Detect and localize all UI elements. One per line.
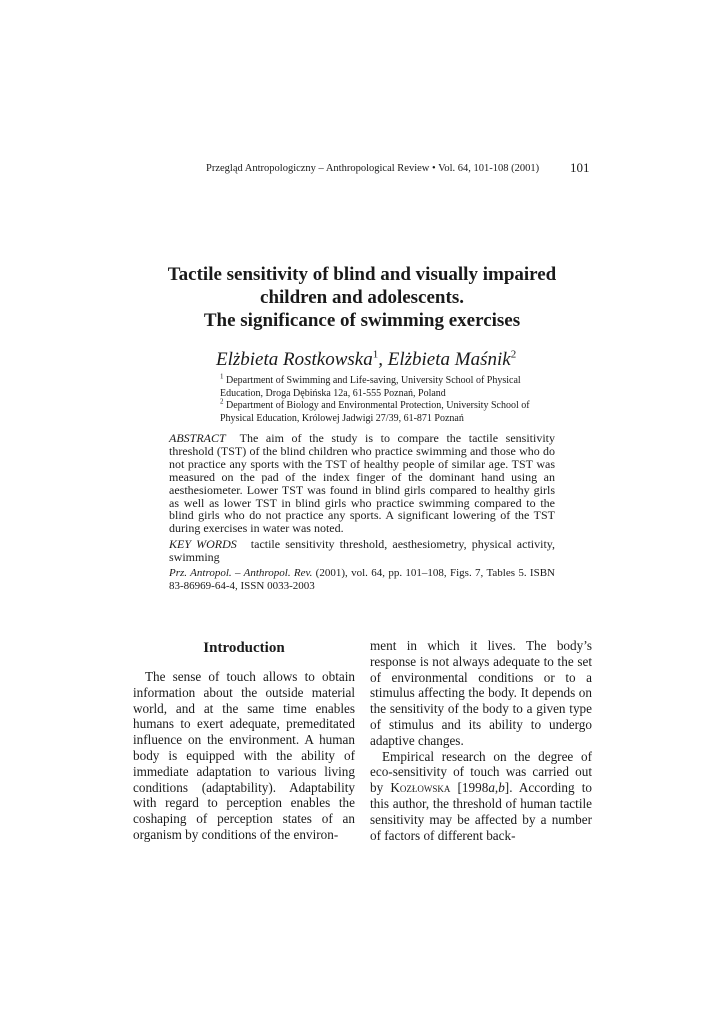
affiliations bbox=[220, 372, 562, 425]
affiliation-text: Department of Biology and Environmental Protection, University School of Physical Education, Królowej Jadwigi 27/39, 61-871 Poznań bbox=[220, 400, 530, 424]
paragraph bbox=[370, 749, 592, 844]
title-line-2: children and adolescents. bbox=[260, 287, 464, 308]
text-run: Empirical research on the degree of eco-sensitivity of touch was carried out by bbox=[370, 748, 592, 796]
title-line-1: Tactile sensitivity of blind and visually impaired bbox=[167, 264, 557, 285]
affiliation-mark: 2 bbox=[510, 348, 517, 361]
paragraph: ment in which it lives. The body’s response is not always adequate to the set of environmental conditions or to a stimulus affecting the body. It depends on the sensitivity of the body to a given type of stimulus and its ability to undergo adaptive changes. bbox=[370, 638, 592, 748]
affiliation-2 bbox=[220, 397, 562, 425]
page-number: 101 bbox=[570, 160, 590, 175]
journal-abbrev: Prz. Antropol. – Anthropol. Rev. bbox=[169, 567, 313, 579]
text-column-left bbox=[133, 669, 355, 843]
abstract-label: ABSTRACT bbox=[169, 431, 226, 445]
citation bbox=[169, 567, 555, 593]
keywords bbox=[169, 538, 555, 564]
affiliation-text: Department of Swimming and Life-saving, University School of Physical Education, Droga Dębińska 12a, 61-555 Poznań, Poland bbox=[220, 375, 521, 399]
author-name: Elżbieta Rostkowska bbox=[216, 349, 373, 370]
abstract bbox=[169, 432, 555, 535]
affiliation-number: 2 bbox=[220, 397, 224, 406]
text-run: ]. According to this author, the threshold of human tactile sensitivity may be affected by a number of factors of different back- bbox=[370, 780, 592, 843]
paragraph: The sense of touch allows to obtain information about the outside material world, and at the same time enables humans to exert adequate, premeditated influence on the environment. A human body is equipped with the ability of immediate adaptation to various living conditions (adaptability). Adaptability with regard to perception enables the coshaping of perception states of an organism by conditions of the environ- bbox=[133, 669, 355, 842]
author-list bbox=[216, 349, 556, 371]
text-column-right bbox=[370, 638, 592, 843]
citation-details: (2001), vol. 64, pp. 101–108, Figs. 7, Tables 5. ISBN 83-86969-64-4, ISSN 0033-2003 bbox=[169, 567, 555, 592]
keywords-label: KEY WORDS bbox=[169, 537, 237, 551]
running-header: Przegląd Antropologiczny – Anthropological Review • Vol. 64, 101-108 (2001) bbox=[206, 163, 540, 174]
article-title bbox=[150, 263, 574, 332]
cited-author: Kozłowska bbox=[390, 780, 451, 796]
keywords-text: tactile sensitivity threshold, aesthesiometry, physical activity, swimming bbox=[169, 537, 555, 564]
text-run: a bbox=[488, 780, 495, 796]
text-run: , bbox=[494, 780, 499, 796]
affiliation-mark: 1 bbox=[372, 348, 379, 361]
text-run: [1998 bbox=[450, 780, 489, 796]
title-line-3: The significance of swimming exercises bbox=[203, 310, 521, 331]
author-separator: , bbox=[378, 349, 388, 370]
abstract-text: The aim of the study is to compare the tactile sensitivity threshold (TST) of the blind children who practice swimming and those who do not practice any sports with the TST of healthy people of similar age. TST was measured on the pad of the index finger of the dominant hand using an aesthesiometer. Lower TST was found in blind girls compared to healthy girls as well as lower TST in blind girls who practice swimming compared to the blind girls who do not practice any sports. A significant lowering of the TST during exercises in water was noted. bbox=[169, 431, 555, 536]
affiliation-1 bbox=[220, 372, 562, 400]
text-run: b bbox=[498, 780, 505, 796]
author-name: Elżbieta Maśnik bbox=[387, 349, 511, 370]
affiliation-number: 1 bbox=[220, 372, 224, 381]
section-heading-introduction: Introduction bbox=[203, 640, 285, 656]
